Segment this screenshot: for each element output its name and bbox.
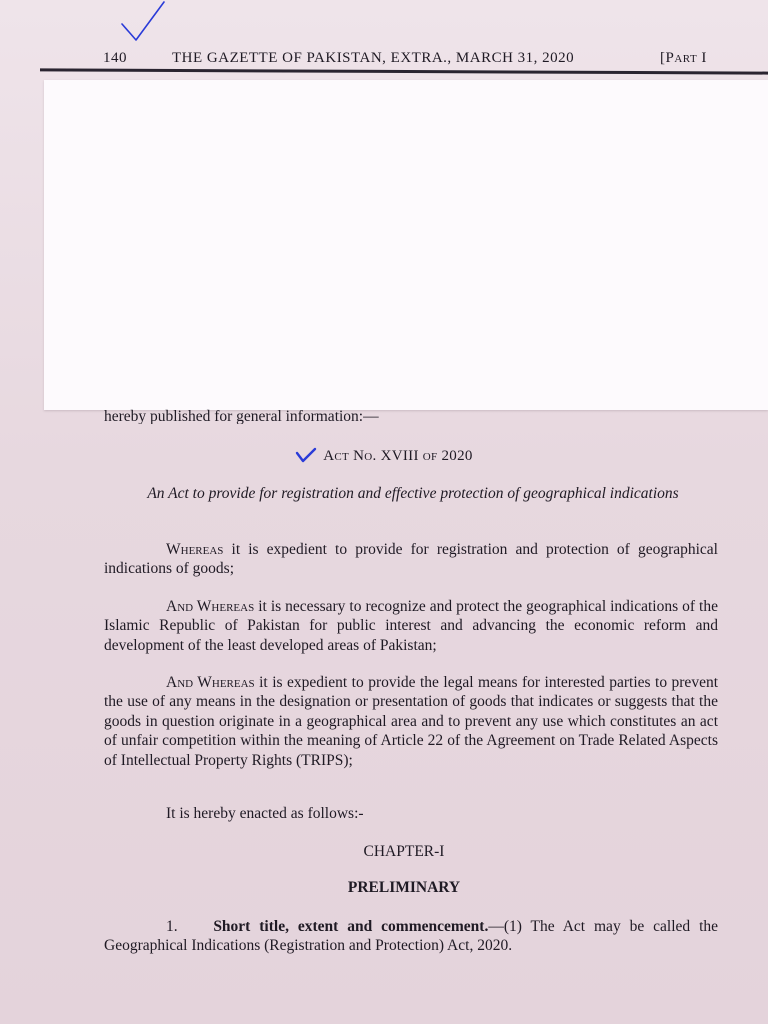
check-mark-icon xyxy=(118,0,168,44)
paragraph-text: It is hereby enacted as follows:- xyxy=(166,805,364,822)
act-number xyxy=(0,445,768,465)
gazette-title: THE GAZETTE OF PAKISTAN, EXTRA., MARCH 31, 2020 xyxy=(172,50,575,66)
act-preamble: An Act to provide for registration and effective protection of geographical indications xyxy=(147,485,679,502)
blank-paper-overlay xyxy=(44,80,768,410)
part-label: [Part I xyxy=(660,50,707,66)
check-mark-icon xyxy=(295,445,317,463)
page-number: 140 xyxy=(103,50,127,66)
section-heading: Short title, extent and commencement. xyxy=(213,918,489,935)
paragraph-whereas-1 xyxy=(104,540,718,579)
chapter-heading: CHAPTER-I xyxy=(363,843,445,860)
act-number-text: Act No. XVIII of 2020 xyxy=(323,448,473,464)
paragraph-text: it is expedient to provide for registration and protection of geographical indications of goods; xyxy=(104,541,718,578)
intro-line xyxy=(104,404,524,424)
paragraph-text: it is expedient to provide the legal means for interested parties to prevent the use of any means in the designation or presentation of goods that indicates or suggests that the goods in question originate in a geographical area and to prevent any use which constitutes an act of unfair competition within the meaning of Article 22 of the Agreement on Trade Related Aspects of Intellectual Property Rights (TRIPS); xyxy=(104,674,718,769)
intro-text: hereby published for general information:— xyxy=(104,408,379,424)
paragraph-enactment xyxy=(104,804,718,823)
paragraph-whereas-3 xyxy=(104,673,718,770)
paragraph-lead: And Whereas xyxy=(166,598,255,615)
section-1 xyxy=(104,917,718,956)
paragraph-text: it is necessary to recognize and protect the geographical indications of the Islamic Republic of Pakistan for public interest and advancing the economic reform and development of the least developed areas of Pakistan; xyxy=(104,598,718,654)
paragraph-lead: Whereas xyxy=(166,541,224,558)
paragraph-whereas-2 xyxy=(104,597,718,655)
section-text: —(1) The Act may be called the Geographical Indications (Registration and Protection) Act, 2020. xyxy=(104,918,719,955)
paragraph-lead: And Whereas xyxy=(166,674,255,691)
section-number: 1. xyxy=(166,918,178,935)
chapter-title: PRELIMINARY xyxy=(347,879,461,896)
